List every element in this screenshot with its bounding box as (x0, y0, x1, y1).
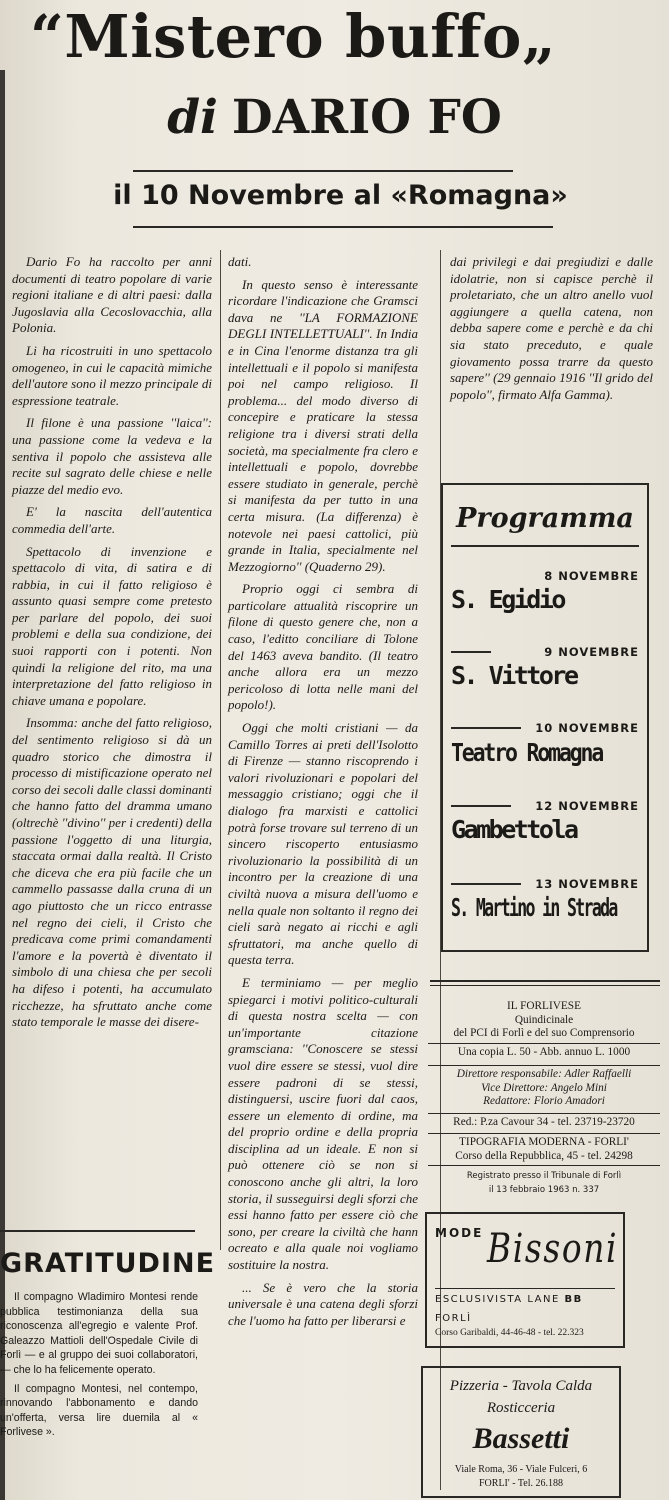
gratitudine-paragraph: Il compagno Montesi, nel contempo, rinnovando l'abbonamento e dando un'offerta, versa lire duemila al « Forlivese ». (0, 1382, 198, 1439)
col3-paragraph: dai privilegi e dai pregiudizi e dalle idolatrie, non si capisce perchè il proletariato, che un altro anello vuol aggiungere a quella catena, non debba sapere come e perchè e da chi sia stato preceduto, e quale giovamento possa trarre da questo sapere'' (29 gennaio 1916 ''Il grido del popolo'', firmato Alfa Gamma). (450, 254, 653, 402)
gratitudine-title: GRATITUDINE (0, 1248, 216, 1279)
event-date: 12 NOVEMBRE (535, 799, 639, 813)
byline-prefix: di (167, 90, 218, 145)
byline-name: DARIO FO (231, 90, 502, 145)
event-date: 10 NOVEMBRE (535, 721, 639, 735)
programma-box (441, 483, 649, 952)
programma-title: Programma (456, 503, 634, 534)
headline-rule-bottom (133, 226, 553, 228)
ad-pizzeria-bassetti (421, 1366, 621, 1498)
headline-rule-top (133, 170, 513, 172)
col2-paragraph: Proprio oggi ci sembra di particolare attualità riscoprire un filone di questo genere che, non a caso, l'editto conciliare di Tolone del 1463 aveva bandito. (Il teatro anche allora era un mezzo pericoloso di lotta nelle mani del popolo!). (228, 581, 418, 713)
masthead-registration-date: il 13 febbraio 1963 n. 337 (488, 1184, 600, 1195)
event-place: S. Egidio (451, 585, 564, 614)
event-date: 13 NOVEMBRE (535, 877, 639, 891)
gratitudine-rule (0, 1230, 195, 1232)
col1-paragraph: Li ha ricostruiti in uno spettacolo omogeneo, in cui le capacità mimiche dell'autore sono il mezzo principale di espressione teatrale. (12, 342, 212, 408)
ad-mode-bissoni (425, 1212, 625, 1348)
event-date: 8 NOVEMBRE (544, 569, 639, 583)
col2-paragraph: ... Se è vero che la storia universale è una catena degli sforzi che l'uomo ha fatto per liberarsi e (228, 1279, 418, 1328)
programma-rule (451, 883, 521, 885)
ad-mode-city: FORLÌ (435, 1313, 472, 1324)
col2-paragraph: In questo senso è interessante ricordare l'indicazione che Gramsci dava ne ''LA FORMAZIONE DEGLI INTELLETTUALI''. In India e in Cina l'enorme distanza tra gli intellettuali e il popolo si manifesta poi nel campo religioso. Il problema... del modo diverso di concepire e praticare la stessa religione tra i diversi strati della società, ma specialmente fra clero e intellettuali e popolo, dovrebbe essere studiato in generale, perchè si manifesta da per tutto in una certa misura. (La differenza) è notevole nei paesi cattolici, più grande in Italia, specialmente nel Mezzogiorno'' (Quaderno 29). (228, 276, 418, 574)
programma-rule (451, 727, 521, 729)
masthead-editor: Redattore: Florio Amadori (483, 1095, 605, 1107)
col1-paragraph: Insomma: anche del fatto religioso, del sentimento religioso si dà un quadro storico che dimostra il processo di mistificazione operato nel corso dei secoli dalle classi dominanti che hanno fatto del dramma umano (oltrechè ''divino'' per i credenti) della passione l'oggetto di una liturgia, staccata ormai dalla realtà. Il Cristo che diceva che era più facile che un cammello passasse dalla cruna di un ago piuttosto che un ricco entrasse nel regno dei cieli, il Cristo che predicava come primi comandamenti l'amore e la povertà è diventato il simbolo di una chiesa che per secoli ha difeso i potenti, ha accumulato ricchezze, ha sfruttato anche come stato temporale le masse dei disere- (12, 715, 212, 1030)
ad-mode-address: Corso Garibaldi, 44-46-48 - tel. 22.323 (435, 1328, 584, 1338)
masthead (428, 1000, 660, 1197)
masthead-registration: Registrato presso il Tribunale di Forlì (466, 1171, 622, 1181)
col2-paragraph: E terminiamo — per meglio spiegarci i motivi politico-culturali di questa nostra scelta — con un'importante citazione gramsciana: ''Conoscere se stessi vuol dire essere se stessi, vuol dire essere padroni di se stessi, distinguersi, uscire fuori dal caos, essere un elemento di ordine, ma del proprio ordine e della propria disciplina ad un ideale. E non si può ottenere ciò se non si conoscono anche gli altri, la loro storia, il susseguirsi degli sforzi che essi hanno fatto per essere ciò che sono, per creare la civiltà che hann ocreato e alla quale noi vogliamo sostituire la nostra. (228, 974, 418, 1273)
column-divider (220, 250, 221, 1250)
masthead-frequency: Quindicinale (514, 1013, 574, 1026)
col1-paragraph: Dario Fo ha raccolto per anni documenti di teatro popolare di varie regioni italiane e di altri paesi: dalla Jugoslavia alla Cecoslovacchia, alla Polonia. (12, 254, 212, 336)
masthead-rule (430, 985, 660, 986)
event-place: S. Martino in Strada (451, 893, 617, 922)
col2-paragraph: Oggi che molti cristiani — da Camillo Torres ai preti dell'Isolotto di Firenze — stanno riscoprendo i valori rivoluzionari e popolari del messaggio cristiano; oggi che il dialogo fra marxisti e cattolici potrà forse trovare sul terreno di un sincero riscoperto entusiasmo rivoluzionario la possibilità di un incontro per la creazione di una civiltà nuova a misura dell'uomo e nella quale non soltanto il regno dei cieli sarà negato ai ricchi e agli sfruttatori, ma anche quello di questa terra. (228, 720, 418, 968)
headline-subtitle: il 10 Novembre al «Romagna» (113, 180, 568, 211)
col2-paragraph: dati. (228, 254, 252, 269)
ad-pizza-line2: Rosticceria (486, 1400, 556, 1416)
masthead-printer-address: Corso della Repubblica, 45 - tel. 24298 (455, 1149, 633, 1162)
event-place: Gambettola (451, 815, 577, 844)
event-place: S. Vittore (451, 661, 577, 690)
masthead-rule (430, 980, 660, 982)
gratitudine-paragraph: Il compagno Wladimiro Montesi rende pubblica testimonianza della sua riconoscenza all'egregio e valente Prof. Galeazzo Mattioli dell'Ospedale Civile di Forlì — e al gruppo dei suoi collaboratori, — che lo ha felicemente operato. (0, 1291, 198, 1376)
col1-paragraph: Spettacolo di invenzione e spettacolo di vita, di satira e di rabbia, in cui il fatto religioso è assunto quasi sempre come pretesto per parlare del popolo, dei suoi problemi e della sua condizione, dei suoi rapporti con i potenti. Non quindi la religione del rito, ma una interpretazione del fatto religioso in chiave umana e popolare. (12, 543, 212, 708)
ad-mode-tag-text: ESCLUSIVISTA LANE (435, 1294, 560, 1305)
headline-title: “Mistero buffo„ (30, 2, 557, 71)
masthead-org: del PCI di Forlì e del suo Comprensorio (453, 1027, 635, 1039)
ad-mode-tag (435, 1294, 583, 1305)
event-place: Teatro Romagna (451, 738, 603, 767)
page-spine (0, 70, 5, 1500)
masthead-printer: TIPOGRAFIA MODERNA - FORLI' (459, 1136, 629, 1148)
article-column-1 (12, 254, 212, 1037)
programma-rule (451, 805, 511, 807)
ad-mode-tag-logo: BB (564, 1294, 583, 1305)
ad-pizza-address1: Viale Roma, 36 - Viale Fulceri, 6 (454, 1464, 588, 1475)
ad-mode-label: MODE (435, 1226, 484, 1240)
ad-pizza-line1: Pizzeria - Tavola Calda (449, 1378, 593, 1394)
col1-paragraph: Il filone è una passione ''laica'': una passione come la vedeva e la sentiva il popolo che assisteva alle recite sul sagrato delle chiese e nelle piazze del medio evo. (12, 415, 212, 497)
masthead-price: Una copia L. 50 - Abb. annuo L. 1000 (457, 1045, 631, 1058)
programma-rule (451, 545, 639, 547)
masthead-director: Direttore responsabile: Adler Raffaelli (456, 1068, 632, 1080)
headline-byline (0, 90, 669, 145)
article-column-3 (450, 254, 653, 409)
programma-rule (451, 651, 491, 653)
ad-mode-brand: Bissoni (487, 1226, 619, 1272)
masthead-address: Red.: P.za Cavour 34 - tel. 23719-23720 (453, 1115, 635, 1128)
event-date: 9 NOVEMBRE (544, 645, 639, 659)
ad-pizza-brand: Bassetti (472, 1422, 570, 1455)
col1-paragraph: E' la nascita dell'autentica commedia dell'arte. (12, 504, 212, 536)
masthead-vice: Vice Direttore: Angelo Mini (481, 1081, 607, 1094)
masthead-name: IL FORLIVESE (507, 1000, 581, 1012)
ad-pizza-address2: FORLI' - Tel. 26.188 (479, 1478, 563, 1489)
gratitudine-text (0, 1290, 198, 1444)
article-column-2 (228, 254, 418, 1335)
